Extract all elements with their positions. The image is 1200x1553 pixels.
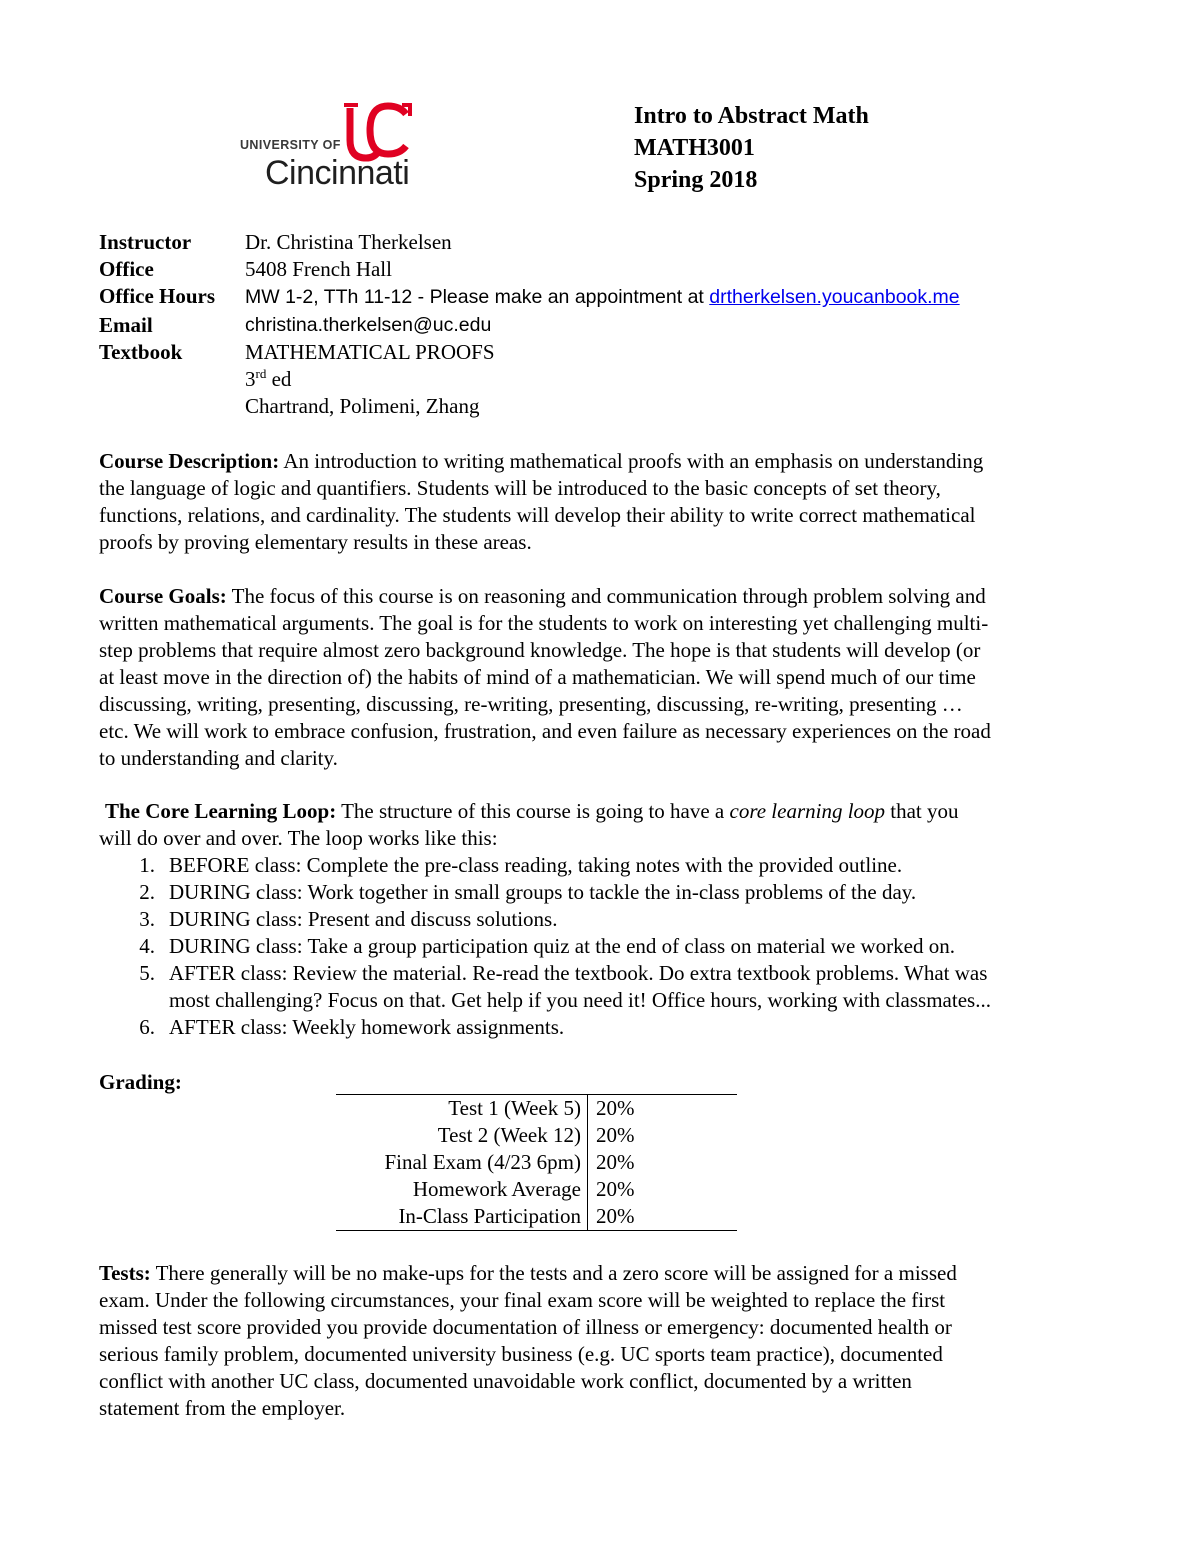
info-row-office — [99, 256, 960, 283]
course-term: Spring 2018 — [634, 167, 758, 193]
grading-table — [336, 1094, 737, 1231]
textbook-title: MATHEMATICAL PROOFS — [245, 339, 495, 364]
booking-link[interactable]: drtherkelsen.youcanbook.me — [709, 286, 960, 309]
uc-logo — [240, 100, 425, 192]
email-address: christina.therkelsen@uc.edu — [245, 313, 492, 336]
info-label: Office Hours — [99, 284, 216, 309]
info-label: Textbook — [99, 339, 183, 364]
office-location: 5408 French Hall — [245, 257, 392, 282]
office-hours-value — [245, 283, 960, 311]
info-label: Email — [99, 312, 153, 337]
course-description: Course Description: An introduction to writing mathematical proofs with an emphasis on understanding the language of logic and quantifiers. Students will be introduced to the basic concepts of set theory, functions, relations, and cardinality. The students will develop their ability to write correct mathematical proofs by proving elementary results in these areas. — [99, 449, 984, 554]
table-row: Final Exam (4/23 6pm) 20% — [336, 1149, 737, 1176]
info-row-textbook — [99, 339, 960, 366]
course-goals: Course Goals: The focus of this course is on reasoning and communication through problem solving and written mathematical arguments. The goal is for the students to work on interesting yet challenging multi- step problems that require almost zero background knowledge. The hope is that students will develop (or at least move in the direction of) the habits of mind of a mathematician. We will spend much of our time discussing, writing, presenting, discussing, re-writing, presenting, discussing, re-writing, presenting … etc. We will work to embrace confusion, frustration, and even failure as necessary experiences on the road to understanding and clarity. — [99, 584, 991, 770]
emphasis: core learning loop — [729, 799, 886, 823]
logo-cincinnati: Cincinnati — [265, 154, 410, 192]
tests-policy: Tests: There generally will be no make-ups for the tests and a zero score will be assigned for a missed exam. Under the following circumstances, your final exam score will be weighted to replace the first missed test score provided you provide documentation of illness or emergency: documented health or serious family problem, documented university business (e.g. UC sports team practice), documented conflict with another UC class, documented unavoidable work conflict, documented by a written statement from the employer. — [99, 1261, 957, 1420]
core-learning-loop: The Core Learning Loop: The structure of this course is going to have a core learning loop that you will do over and over. The loop works like this: — [99, 799, 959, 850]
office-hours-text: MW 1-2, TTh 11-12 - Please make an appointment at — [245, 286, 710, 309]
list-item: 5. AFTER class: Review the material. Re-read the textbook. Do extra textbook problems. What was most challenging? Focus on that. Get help if you need it! Office hours, working with classmates... — [139, 961, 991, 1012]
info-label: Office — [99, 257, 154, 282]
course-header — [634, 100, 869, 196]
table-row: In-Class Participation 20% — [336, 1203, 737, 1230]
section-heading: Tests: — [99, 1261, 151, 1285]
list-item: 6. AFTER class: Weekly homework assignments. — [139, 1015, 565, 1039]
info-row-textbook-edition — [99, 366, 960, 393]
course-code: MATH3001 — [634, 135, 755, 161]
info-label: Instructor — [99, 230, 192, 254]
info-row-instructor — [99, 229, 960, 256]
list-item: 1. BEFORE class: Complete the pre-class reading, taking notes with the provided outline. — [139, 853, 903, 877]
instructor-name: Dr. Christina Therkelsen — [245, 230, 452, 254]
grading-heading: Grading: — [99, 1070, 182, 1094]
textbook-authors: Chartrand, Polimeni, Zhang — [245, 394, 480, 419]
list-item: 4. DURING class: Take a group participation quiz at the end of class on material we worked on. — [139, 934, 955, 958]
info-row-office-hours — [99, 283, 960, 311]
section-heading: Course Description: — [99, 449, 280, 473]
info-row-email — [99, 312, 960, 339]
textbook-edition: 3rd ed — [245, 366, 292, 392]
info-row-textbook-authors — [99, 393, 960, 420]
table-row: Test 1 (Week 5) 20% — [336, 1095, 737, 1122]
course-info — [99, 229, 960, 420]
loop-steps-list — [99, 852, 991, 1041]
section-heading: Course Goals: — [99, 584, 227, 608]
table-row: Test 2 (Week 12) 20% — [336, 1122, 737, 1149]
course-title: Intro to Abstract Math — [634, 103, 869, 129]
table-row: Homework Average 20% — [336, 1176, 737, 1203]
list-item: 3. DURING class: Present and discuss solutions. — [139, 907, 558, 931]
list-item: 2. DURING class: Work together in small groups to tackle the in-class problems of the day. — [139, 880, 917, 904]
section-heading: The Core Learning Loop: — [105, 799, 337, 823]
logo-university-of: UNIVERSITY OF — [240, 138, 341, 152]
